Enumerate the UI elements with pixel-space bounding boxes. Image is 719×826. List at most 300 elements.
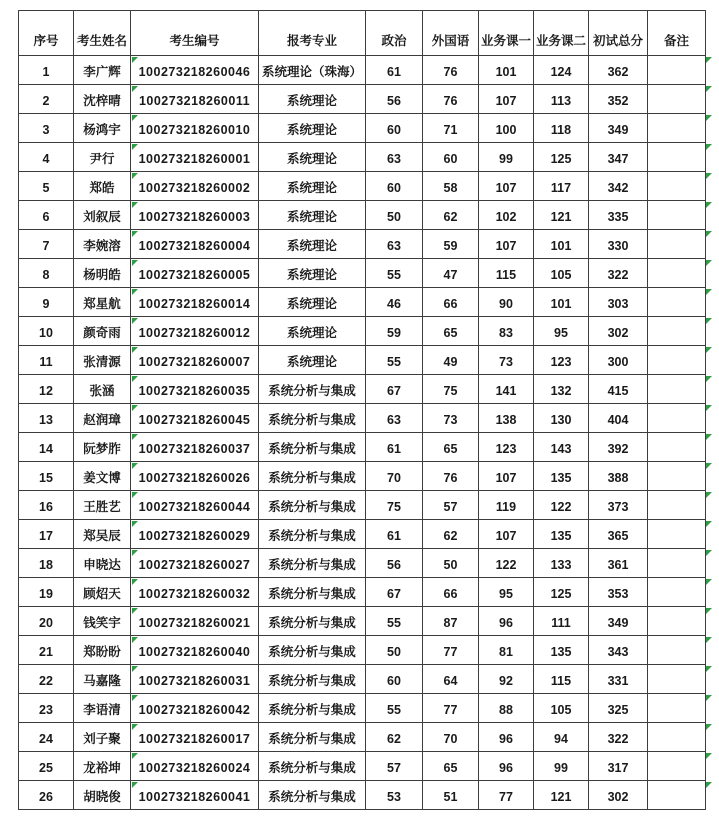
cell-index: 17 bbox=[19, 520, 74, 549]
cell-total: 325 bbox=[589, 694, 648, 723]
error-flag-icon bbox=[132, 231, 138, 237]
error-flag-icon bbox=[132, 289, 138, 295]
cell-foreign-lang: 49 bbox=[423, 346, 479, 375]
cell-major: 系统理论（珠海） bbox=[259, 56, 366, 85]
overflow-error-flag-icon bbox=[706, 56, 718, 85]
cell-total: 352 bbox=[589, 85, 648, 114]
cell-course2: 135 bbox=[534, 636, 589, 665]
cell-index: 7 bbox=[19, 230, 74, 259]
cell-note bbox=[648, 85, 706, 114]
overflow-error-flag-icon bbox=[706, 578, 718, 607]
overflow-error-flag-icon bbox=[706, 259, 718, 288]
cell-name: 杨鸿宇 bbox=[74, 114, 131, 143]
cell-name: 颜奇雨 bbox=[74, 317, 131, 346]
cell-name: 刘子聚 bbox=[74, 723, 131, 752]
cell-note bbox=[648, 317, 706, 346]
cell-course1: 119 bbox=[479, 491, 534, 520]
cell-note bbox=[648, 114, 706, 143]
cell-name: 王胜艺 bbox=[74, 491, 131, 520]
cell-name: 李婉溶 bbox=[74, 230, 131, 259]
cell-total: 361 bbox=[589, 549, 648, 578]
cell-politics: 57 bbox=[366, 752, 423, 781]
cell-name: 李语清 bbox=[74, 694, 131, 723]
cell-politics: 70 bbox=[366, 462, 423, 491]
cell-foreign-lang: 47 bbox=[423, 259, 479, 288]
cell-course2: 113 bbox=[534, 85, 589, 114]
cell-note bbox=[648, 259, 706, 288]
cell-candidate-id: 100273218260001 bbox=[131, 143, 259, 172]
cell-total: 331 bbox=[589, 665, 648, 694]
cell-index: 4 bbox=[19, 143, 74, 172]
error-flag-icon bbox=[132, 144, 138, 150]
cell-note bbox=[648, 143, 706, 172]
cell-candidate-id: 100273218260042 bbox=[131, 694, 259, 723]
cell-course1: 83 bbox=[479, 317, 534, 346]
cell-index: 20 bbox=[19, 607, 74, 636]
cell-course1: 107 bbox=[479, 462, 534, 491]
cell-foreign-lang: 58 bbox=[423, 172, 479, 201]
cell-candidate-id: 100273218260010 bbox=[131, 114, 259, 143]
col-header-index: 序号 bbox=[19, 11, 74, 56]
cell-total: 302 bbox=[589, 317, 648, 346]
cell-politics: 63 bbox=[366, 404, 423, 433]
cell-candidate-id: 100273218260026 bbox=[131, 462, 259, 491]
cell-candidate-id: 100273218260032 bbox=[131, 578, 259, 607]
cell-candidate-id: 100273218260029 bbox=[131, 520, 259, 549]
cell-foreign-lang: 70 bbox=[423, 723, 479, 752]
cell-name: 钱笑宇 bbox=[74, 607, 131, 636]
cell-foreign-lang: 64 bbox=[423, 665, 479, 694]
error-flag-icon bbox=[132, 115, 138, 121]
error-flag-icon bbox=[132, 695, 138, 701]
cell-name: 赵润璋 bbox=[74, 404, 131, 433]
table-row bbox=[19, 549, 706, 578]
table-row bbox=[19, 114, 706, 143]
score-table bbox=[18, 10, 706, 810]
cell-course1: 122 bbox=[479, 549, 534, 578]
cell-foreign-lang: 76 bbox=[423, 462, 479, 491]
cell-major: 系统理论 bbox=[259, 317, 366, 346]
error-flag-icon bbox=[132, 260, 138, 266]
cell-name: 张涵 bbox=[74, 375, 131, 404]
cell-politics: 67 bbox=[366, 375, 423, 404]
col-header-total: 初试总分 bbox=[589, 11, 648, 56]
table-row bbox=[19, 752, 706, 781]
cell-course1: 77 bbox=[479, 781, 534, 810]
cell-foreign-lang: 62 bbox=[423, 201, 479, 230]
cell-course2: 121 bbox=[534, 781, 589, 810]
cell-candidate-id: 100273218260041 bbox=[131, 781, 259, 810]
cell-note bbox=[648, 172, 706, 201]
cell-total: 317 bbox=[589, 752, 648, 781]
table-row bbox=[19, 85, 706, 114]
cell-politics: 60 bbox=[366, 114, 423, 143]
cell-index: 10 bbox=[19, 317, 74, 346]
error-flag-icon bbox=[132, 405, 138, 411]
cell-note bbox=[648, 288, 706, 317]
cell-foreign-lang: 60 bbox=[423, 143, 479, 172]
cell-foreign-lang: 71 bbox=[423, 114, 479, 143]
overflow-error-flag-icon bbox=[706, 520, 718, 549]
col-header-name: 考生姓名 bbox=[74, 11, 131, 56]
cell-index: 9 bbox=[19, 288, 74, 317]
cell-index: 23 bbox=[19, 694, 74, 723]
cell-note bbox=[648, 578, 706, 607]
cell-note bbox=[648, 346, 706, 375]
table-row bbox=[19, 433, 706, 462]
cell-course2: 132 bbox=[534, 375, 589, 404]
cell-course1: 96 bbox=[479, 752, 534, 781]
overflow-error-flag-icon bbox=[706, 143, 718, 172]
cell-name: 杨明皓 bbox=[74, 259, 131, 288]
cell-foreign-lang: 77 bbox=[423, 636, 479, 665]
overflow-error-flag-icon bbox=[706, 201, 718, 230]
cell-total: 335 bbox=[589, 201, 648, 230]
cell-name: 尹行 bbox=[74, 143, 131, 172]
cell-course1: 73 bbox=[479, 346, 534, 375]
cell-foreign-lang: 76 bbox=[423, 85, 479, 114]
cell-major: 系统理论 bbox=[259, 288, 366, 317]
cell-course2: 118 bbox=[534, 114, 589, 143]
cell-politics: 55 bbox=[366, 346, 423, 375]
cell-candidate-id: 100273218260002 bbox=[131, 172, 259, 201]
cell-name: 姜文博 bbox=[74, 462, 131, 491]
cell-name: 申晓达 bbox=[74, 549, 131, 578]
cell-candidate-id: 100273218260012 bbox=[131, 317, 259, 346]
overflow-error-flag-icon bbox=[706, 230, 718, 259]
cell-course2: 101 bbox=[534, 288, 589, 317]
cell-politics: 50 bbox=[366, 636, 423, 665]
cell-note bbox=[648, 665, 706, 694]
cell-index: 8 bbox=[19, 259, 74, 288]
cell-note bbox=[648, 607, 706, 636]
cell-candidate-id: 100273218260011 bbox=[131, 85, 259, 114]
cell-major: 系统理论 bbox=[259, 114, 366, 143]
error-flag-icon bbox=[132, 724, 138, 730]
cell-note bbox=[648, 230, 706, 259]
cell-course2: 115 bbox=[534, 665, 589, 694]
cell-foreign-lang: 73 bbox=[423, 404, 479, 433]
error-flag-icon bbox=[132, 666, 138, 672]
cell-index: 18 bbox=[19, 549, 74, 578]
error-flag-icon bbox=[132, 782, 138, 788]
cell-index: 11 bbox=[19, 346, 74, 375]
overflow-error-flag-icon bbox=[706, 491, 718, 520]
cell-course2: 135 bbox=[534, 520, 589, 549]
table-row bbox=[19, 723, 706, 752]
cell-politics: 59 bbox=[366, 317, 423, 346]
cell-course2: 105 bbox=[534, 259, 589, 288]
col-header-politics: 政治 bbox=[366, 11, 423, 56]
error-flag-icon bbox=[132, 57, 138, 63]
error-flag-icon bbox=[132, 753, 138, 759]
cell-major: 系统分析与集成 bbox=[259, 462, 366, 491]
overflow-error-flag-icon bbox=[706, 317, 718, 346]
cell-major: 系统分析与集成 bbox=[259, 636, 366, 665]
cell-index: 12 bbox=[19, 375, 74, 404]
cell-candidate-id: 100273218260014 bbox=[131, 288, 259, 317]
error-flag-icon bbox=[132, 637, 138, 643]
cell-major: 系统理论 bbox=[259, 346, 366, 375]
cell-total: 322 bbox=[589, 723, 648, 752]
cell-politics: 55 bbox=[366, 607, 423, 636]
table-row bbox=[19, 462, 706, 491]
cell-course1: 96 bbox=[479, 607, 534, 636]
cell-foreign-lang: 50 bbox=[423, 549, 479, 578]
cell-index: 24 bbox=[19, 723, 74, 752]
cell-course1: 107 bbox=[479, 230, 534, 259]
cell-politics: 46 bbox=[366, 288, 423, 317]
overflow-error-flag-icon bbox=[706, 114, 718, 143]
cell-major: 系统分析与集成 bbox=[259, 723, 366, 752]
cell-candidate-id: 100273218260037 bbox=[131, 433, 259, 462]
cell-major: 系统理论 bbox=[259, 201, 366, 230]
cell-major: 系统分析与集成 bbox=[259, 607, 366, 636]
cell-course2: 105 bbox=[534, 694, 589, 723]
cell-note bbox=[648, 433, 706, 462]
score-sheet bbox=[18, 10, 706, 810]
table-row bbox=[19, 781, 706, 810]
cell-course2: 101 bbox=[534, 230, 589, 259]
cell-foreign-lang: 76 bbox=[423, 56, 479, 85]
cell-index: 14 bbox=[19, 433, 74, 462]
cell-course2: 121 bbox=[534, 201, 589, 230]
cell-foreign-lang: 66 bbox=[423, 288, 479, 317]
table-row bbox=[19, 404, 706, 433]
error-flag-icon bbox=[132, 521, 138, 527]
cell-major: 系统理论 bbox=[259, 85, 366, 114]
cell-total: 404 bbox=[589, 404, 648, 433]
cell-politics: 63 bbox=[366, 143, 423, 172]
table-row bbox=[19, 346, 706, 375]
overflow-error-flag-icon bbox=[706, 752, 718, 781]
cell-name: 郑盼盼 bbox=[74, 636, 131, 665]
error-flag-icon bbox=[132, 86, 138, 92]
right-flag-column bbox=[706, 56, 718, 810]
cell-course2: 125 bbox=[534, 578, 589, 607]
cell-course2: 135 bbox=[534, 462, 589, 491]
cell-total: 343 bbox=[589, 636, 648, 665]
cell-course2: 117 bbox=[534, 172, 589, 201]
cell-candidate-id: 100273218260017 bbox=[131, 723, 259, 752]
cell-politics: 53 bbox=[366, 781, 423, 810]
cell-total: 373 bbox=[589, 491, 648, 520]
cell-foreign-lang: 65 bbox=[423, 433, 479, 462]
cell-note bbox=[648, 201, 706, 230]
overflow-error-flag-icon bbox=[706, 636, 718, 665]
table-row bbox=[19, 665, 706, 694]
cell-note bbox=[648, 549, 706, 578]
cell-total: 365 bbox=[589, 520, 648, 549]
cell-major: 系统分析与集成 bbox=[259, 491, 366, 520]
table-row bbox=[19, 317, 706, 346]
cell-politics: 61 bbox=[366, 56, 423, 85]
error-flag-icon bbox=[132, 202, 138, 208]
cell-course2: 99 bbox=[534, 752, 589, 781]
col-header-note: 备注 bbox=[648, 11, 706, 56]
cell-major: 系统理论 bbox=[259, 259, 366, 288]
cell-course2: 123 bbox=[534, 346, 589, 375]
cell-politics: 55 bbox=[366, 694, 423, 723]
overflow-error-flag-icon bbox=[706, 462, 718, 491]
cell-major: 系统分析与集成 bbox=[259, 665, 366, 694]
table-row bbox=[19, 491, 706, 520]
cell-note bbox=[648, 491, 706, 520]
cell-course1: 141 bbox=[479, 375, 534, 404]
cell-total: 349 bbox=[589, 607, 648, 636]
table-row bbox=[19, 143, 706, 172]
cell-course2: 143 bbox=[534, 433, 589, 462]
cell-total: 349 bbox=[589, 114, 648, 143]
cell-course1: 101 bbox=[479, 56, 534, 85]
cell-candidate-id: 100273218260005 bbox=[131, 259, 259, 288]
cell-major: 系统分析与集成 bbox=[259, 433, 366, 462]
cell-foreign-lang: 87 bbox=[423, 607, 479, 636]
cell-politics: 56 bbox=[366, 549, 423, 578]
cell-course2: 94 bbox=[534, 723, 589, 752]
cell-course1: 88 bbox=[479, 694, 534, 723]
cell-candidate-id: 100273218260031 bbox=[131, 665, 259, 694]
cell-name: 龙裕坤 bbox=[74, 752, 131, 781]
cell-name: 马嘉隆 bbox=[74, 665, 131, 694]
error-flag-icon bbox=[132, 347, 138, 353]
cell-note bbox=[648, 462, 706, 491]
cell-foreign-lang: 65 bbox=[423, 317, 479, 346]
table-row bbox=[19, 694, 706, 723]
cell-index: 15 bbox=[19, 462, 74, 491]
table-row bbox=[19, 375, 706, 404]
cell-foreign-lang: 66 bbox=[423, 578, 479, 607]
error-flag-icon bbox=[132, 492, 138, 498]
cell-note bbox=[648, 694, 706, 723]
cell-candidate-id: 100273218260003 bbox=[131, 201, 259, 230]
overflow-error-flag-icon bbox=[706, 607, 718, 636]
cell-candidate-id: 100273218260045 bbox=[131, 404, 259, 433]
cell-name: 郑皓 bbox=[74, 172, 131, 201]
cell-note bbox=[648, 636, 706, 665]
cell-course1: 107 bbox=[479, 520, 534, 549]
cell-foreign-lang: 57 bbox=[423, 491, 479, 520]
cell-note bbox=[648, 752, 706, 781]
cell-politics: 55 bbox=[366, 259, 423, 288]
error-flag-icon bbox=[132, 463, 138, 469]
table-row bbox=[19, 520, 706, 549]
col-header-course1: 业务课一 bbox=[479, 11, 534, 56]
table-row bbox=[19, 259, 706, 288]
cell-politics: 62 bbox=[366, 723, 423, 752]
cell-note bbox=[648, 520, 706, 549]
error-flag-icon bbox=[132, 608, 138, 614]
cell-politics: 56 bbox=[366, 85, 423, 114]
overflow-error-flag-icon bbox=[706, 694, 718, 723]
overflow-error-flag-icon bbox=[706, 85, 718, 114]
error-flag-icon bbox=[132, 434, 138, 440]
cell-major: 系统理论 bbox=[259, 230, 366, 259]
cell-index: 21 bbox=[19, 636, 74, 665]
cell-index: 2 bbox=[19, 85, 74, 114]
cell-note bbox=[648, 723, 706, 752]
cell-candidate-id: 100273218260040 bbox=[131, 636, 259, 665]
cell-name: 郑吴辰 bbox=[74, 520, 131, 549]
cell-politics: 50 bbox=[366, 201, 423, 230]
cell-course1: 96 bbox=[479, 723, 534, 752]
cell-major: 系统分析与集成 bbox=[259, 578, 366, 607]
cell-major: 系统分析与集成 bbox=[259, 520, 366, 549]
cell-course2: 125 bbox=[534, 143, 589, 172]
cell-total: 330 bbox=[589, 230, 648, 259]
overflow-error-flag-icon bbox=[706, 288, 718, 317]
overflow-error-flag-icon bbox=[706, 346, 718, 375]
cell-candidate-id: 100273218260046 bbox=[131, 56, 259, 85]
cell-name: 沈梓晴 bbox=[74, 85, 131, 114]
cell-course1: 123 bbox=[479, 433, 534, 462]
cell-politics: 63 bbox=[366, 230, 423, 259]
cell-politics: 75 bbox=[366, 491, 423, 520]
cell-course1: 99 bbox=[479, 143, 534, 172]
overflow-error-flag-icon bbox=[706, 723, 718, 752]
cell-politics: 67 bbox=[366, 578, 423, 607]
table-row bbox=[19, 288, 706, 317]
overflow-error-flag-icon bbox=[706, 375, 718, 404]
error-flag-icon bbox=[132, 376, 138, 382]
cell-total: 302 bbox=[589, 781, 648, 810]
cell-major: 系统分析与集成 bbox=[259, 694, 366, 723]
cell-index: 5 bbox=[19, 172, 74, 201]
col-header-id: 考生编号 bbox=[131, 11, 259, 56]
cell-name: 郑星航 bbox=[74, 288, 131, 317]
overflow-error-flag-icon bbox=[706, 433, 718, 462]
cell-major: 系统分析与集成 bbox=[259, 549, 366, 578]
cell-name: 张清源 bbox=[74, 346, 131, 375]
cell-name: 顾炤天 bbox=[74, 578, 131, 607]
cell-major: 系统分析与集成 bbox=[259, 404, 366, 433]
cell-major: 系统分析与集成 bbox=[259, 781, 366, 810]
cell-total: 388 bbox=[589, 462, 648, 491]
cell-total: 342 bbox=[589, 172, 648, 201]
cell-foreign-lang: 62 bbox=[423, 520, 479, 549]
error-flag-icon bbox=[132, 550, 138, 556]
cell-total: 392 bbox=[589, 433, 648, 462]
cell-course2: 122 bbox=[534, 491, 589, 520]
cell-course2: 130 bbox=[534, 404, 589, 433]
cell-foreign-lang: 75 bbox=[423, 375, 479, 404]
cell-note bbox=[648, 781, 706, 810]
cell-index: 26 bbox=[19, 781, 74, 810]
error-flag-icon bbox=[132, 173, 138, 179]
cell-index: 25 bbox=[19, 752, 74, 781]
cell-name: 胡晓俊 bbox=[74, 781, 131, 810]
cell-index: 3 bbox=[19, 114, 74, 143]
cell-total: 362 bbox=[589, 56, 648, 85]
cell-candidate-id: 100273218260044 bbox=[131, 491, 259, 520]
cell-total: 415 bbox=[589, 375, 648, 404]
cell-candidate-id: 100273218260027 bbox=[131, 549, 259, 578]
table-row bbox=[19, 230, 706, 259]
cell-candidate-id: 100273218260024 bbox=[131, 752, 259, 781]
cell-foreign-lang: 65 bbox=[423, 752, 479, 781]
cell-foreign-lang: 51 bbox=[423, 781, 479, 810]
cell-politics: 61 bbox=[366, 520, 423, 549]
cell-note bbox=[648, 56, 706, 85]
cell-name: 阮梦胙 bbox=[74, 433, 131, 462]
cell-course1: 95 bbox=[479, 578, 534, 607]
cell-index: 19 bbox=[19, 578, 74, 607]
cell-index: 13 bbox=[19, 404, 74, 433]
overflow-error-flag-icon bbox=[706, 172, 718, 201]
cell-politics: 61 bbox=[366, 433, 423, 462]
overflow-error-flag-icon bbox=[706, 549, 718, 578]
table-row bbox=[19, 172, 706, 201]
